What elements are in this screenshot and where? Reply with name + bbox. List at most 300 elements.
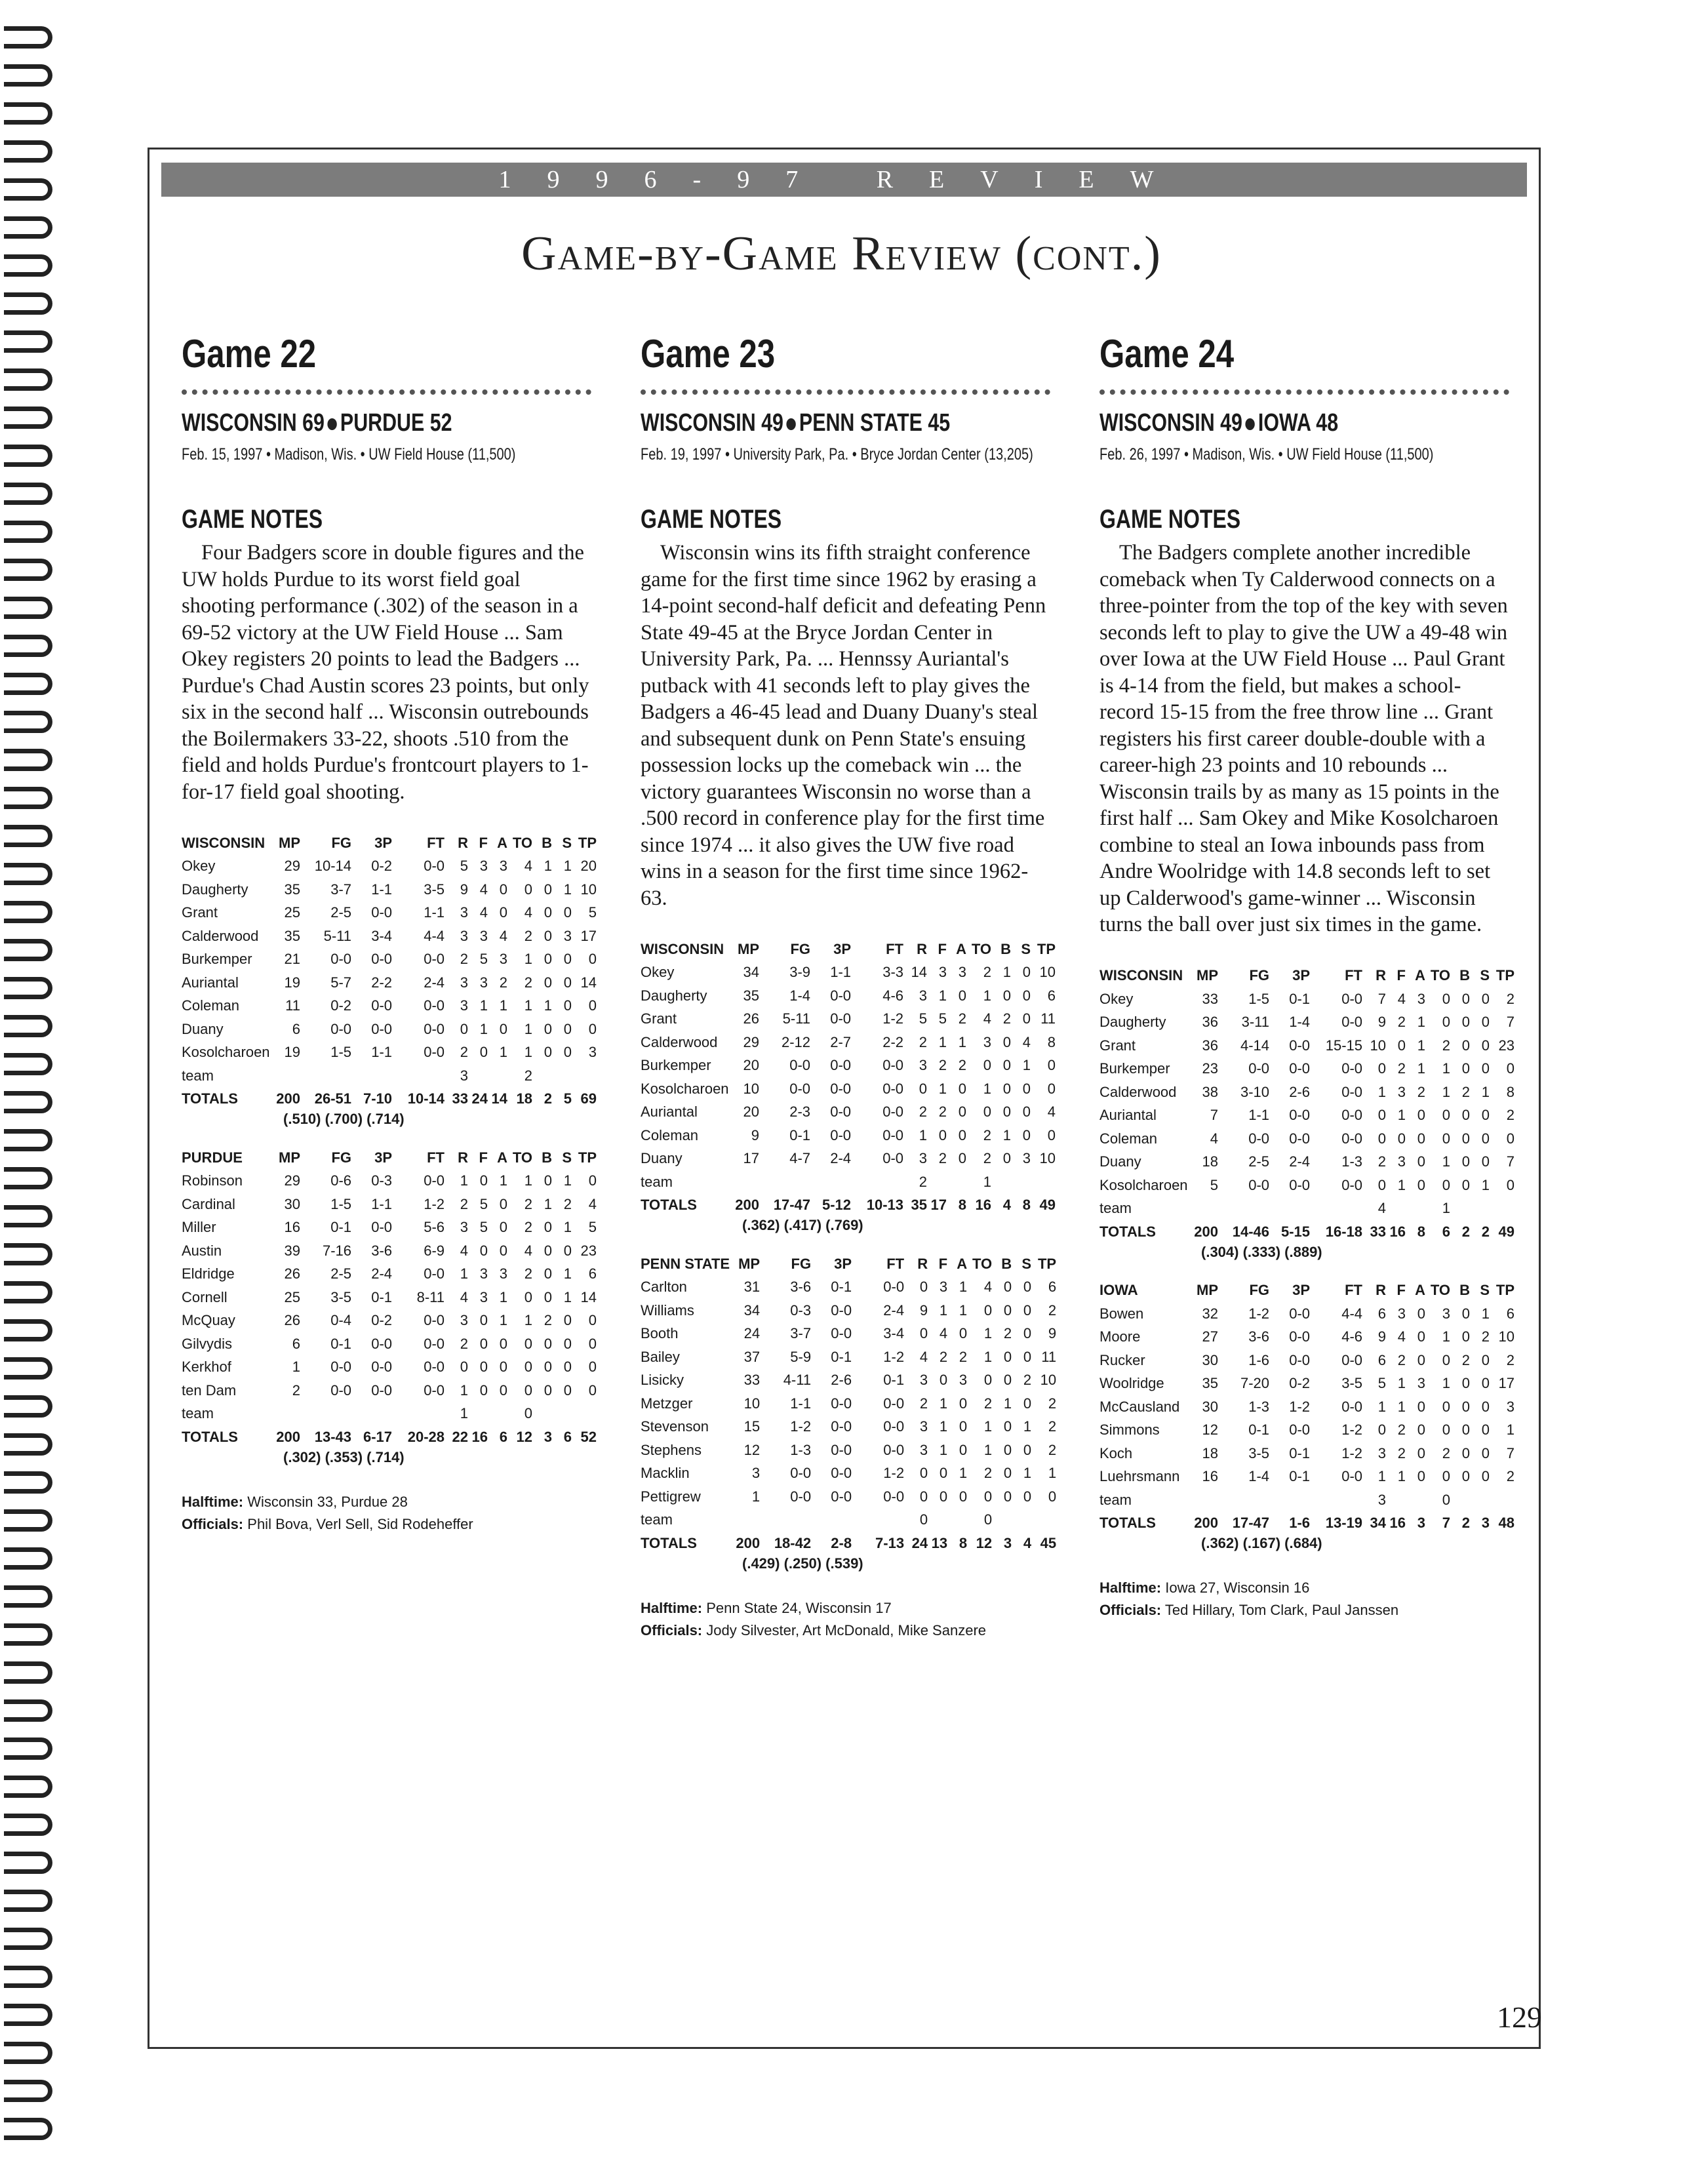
binding-ring	[4, 1357, 52, 1380]
player-name: Daugherty	[1099, 1014, 1166, 1031]
stat-cell: 3	[1417, 1375, 1425, 1392]
bullet-icon	[328, 418, 337, 430]
game-notes-heading: GAME NOTES	[182, 505, 323, 534]
stat-cell: 0	[1417, 1153, 1425, 1170]
stat-cell: 18	[1202, 1153, 1218, 1170]
stat-cell	[991, 1170, 1011, 1194]
stat-cell: 0	[544, 1172, 552, 1189]
stat-cell: 0	[1023, 1301, 1032, 1319]
stat-cell: 2	[1506, 1351, 1515, 1368]
totals-row	[182, 1088, 597, 1111]
stat-cell: 1	[524, 1312, 532, 1329]
stat-cell: 0-0	[1248, 1130, 1269, 1147]
stat-cell: 0	[499, 1219, 507, 1236]
stat-cell: 0-0	[1341, 1176, 1362, 1193]
player-name: Eldridge	[182, 1265, 235, 1282]
stat-cell	[730, 1509, 760, 1532]
stat-cell: 0	[1417, 1176, 1425, 1193]
player-row	[1099, 987, 1515, 1011]
column-header: F	[1396, 1282, 1406, 1299]
stat-cell: 3-4	[883, 1325, 905, 1342]
stat-cell: 18	[1202, 1444, 1218, 1461]
game-score	[1099, 409, 1435, 437]
stat-cell: 0	[1002, 1080, 1011, 1097]
stat-cell: 0-0	[424, 1044, 445, 1061]
stat-cell: 0	[1417, 1130, 1425, 1147]
totals-cell: 10-13	[866, 1197, 903, 1214]
stat-cell: 23	[580, 1242, 597, 1259]
stat-cell: 30	[1202, 1351, 1218, 1368]
stat-cell: 2	[1397, 1444, 1406, 1461]
player-name: McCausland	[1099, 1398, 1180, 1415]
stat-cell: 1	[1002, 1126, 1011, 1143]
stat-cell: 2-12	[781, 1033, 810, 1050]
totals-cell: 49	[1039, 1197, 1056, 1214]
player-row	[182, 1379, 597, 1402]
stat-cell: 17	[743, 1150, 759, 1167]
totals-cell: 2	[544, 1090, 552, 1107]
column-header: FG	[1249, 1282, 1269, 1299]
stat-cell: 0-4	[330, 1312, 351, 1329]
stat-cell	[1310, 1197, 1362, 1221]
stat-cell: 4	[1047, 1103, 1056, 1121]
stat-cell	[760, 1509, 811, 1532]
stat-cell: 1	[1377, 1468, 1386, 1485]
stat-cell: 21	[284, 951, 300, 968]
stat-cell: 1	[751, 1488, 761, 1505]
stat-cell: 0	[1397, 1130, 1406, 1147]
stat-cell: 1	[499, 1172, 507, 1189]
totals-cell: 17	[930, 1197, 947, 1214]
stat-cell: 34	[743, 964, 759, 981]
binding-ring	[4, 102, 52, 125]
stat-cell: 0	[544, 1335, 552, 1352]
stat-cell: 1	[524, 1044, 532, 1061]
stat-cell: 0	[1377, 1060, 1386, 1077]
stat-cell: 19	[284, 1044, 300, 1061]
stat-cell: 0-0	[330, 951, 351, 968]
stat-cell: 1-1	[424, 904, 445, 921]
stat-cell: 0	[1461, 1176, 1470, 1193]
stat-cell: 1	[939, 1395, 948, 1412]
stat-cell: 0	[1481, 1037, 1490, 1054]
stat-cell: 0	[1002, 1150, 1011, 1167]
stat-cell: 0	[479, 1381, 488, 1399]
column-header: FG	[331, 834, 351, 851]
stat-cell: 0	[1461, 1305, 1470, 1322]
stat-cell: 2	[524, 927, 532, 944]
totals-cell: 2	[1461, 1223, 1470, 1240]
game-column-23	[641, 331, 1060, 1642]
stat-cell: 2	[460, 1335, 468, 1352]
stat-cell: 3	[919, 1150, 927, 1167]
binding-ring	[4, 787, 52, 809]
stat-cell: 3-3	[882, 964, 903, 981]
totals-cell: 16	[1389, 1515, 1406, 1532]
player-name: Kerkhof	[182, 1359, 231, 1376]
player-name: Kosolcharoen	[1099, 1176, 1188, 1193]
stat-cell: 3	[959, 1372, 968, 1389]
halftime-label: Halftime:	[1099, 1579, 1162, 1596]
totals-row	[182, 1425, 597, 1449]
stat-cell: 0	[499, 1020, 507, 1037]
stat-cell: 1	[1377, 1083, 1386, 1100]
column-header: 3P	[834, 1255, 852, 1272]
stat-cell: 39	[284, 1242, 300, 1259]
column-header: B	[542, 834, 552, 851]
stat-cell: 0	[588, 1381, 597, 1399]
totals-cell: 13-43	[314, 1428, 351, 1445]
stat-cell: 3	[479, 1288, 488, 1305]
column-header: B	[1459, 1282, 1470, 1299]
stat-cell: 0-0	[831, 1441, 852, 1458]
column-header: TP	[1495, 967, 1515, 984]
column-header: R	[1376, 1282, 1386, 1299]
stat-cell: 10	[743, 1080, 759, 1097]
column-header: A	[957, 1255, 968, 1272]
stat-cell: 26	[284, 1312, 300, 1329]
player-name: Luehrsmann	[1099, 1468, 1180, 1485]
stat-cell: 36	[1202, 1014, 1218, 1031]
score-left: WISCONSIN 49	[641, 409, 783, 437]
stat-cell: 0-0	[1341, 1060, 1362, 1077]
stat-cell	[1031, 1170, 1056, 1194]
column-header: B	[1001, 1255, 1012, 1272]
player-row	[1099, 1395, 1515, 1419]
player-name: Daugherty	[641, 987, 707, 1004]
stat-cell: 1	[1481, 1176, 1490, 1193]
player-row	[641, 1322, 1056, 1346]
totals-row	[1099, 1512, 1515, 1536]
stat-cell: 3	[751, 1465, 761, 1482]
stat-cell: 0	[938, 1126, 947, 1143]
stat-cell: 1	[563, 1219, 572, 1236]
stat-cell: 38	[1202, 1083, 1218, 1100]
column-header: 3P	[1292, 967, 1310, 984]
binding-ring	[4, 1319, 52, 1341]
shooting-percentages: (.510) (.700) (.714)	[283, 1111, 405, 1127]
stat-cell: 0-1	[330, 1335, 351, 1352]
stat-cell: 10-14	[314, 858, 351, 875]
player-row	[1099, 1442, 1515, 1465]
stat-cell: 1	[983, 1441, 993, 1458]
stat-cell: 11	[285, 997, 300, 1014]
stat-cell: 2	[1003, 1325, 1012, 1342]
stat-cell: 0	[958, 1126, 966, 1143]
stat-cell: 29	[284, 858, 300, 875]
player-row	[641, 1101, 1056, 1124]
column-header: R	[917, 940, 927, 957]
stat-cell: 0-1	[831, 1279, 852, 1296]
totals-cell: 200	[735, 1197, 759, 1214]
stat-cell: 0	[1003, 1301, 1012, 1319]
player-row	[1099, 1465, 1515, 1489]
stat-cell: 3	[460, 1067, 468, 1084]
player-name: Duany	[182, 1020, 224, 1037]
stat-cell: 3	[499, 858, 507, 875]
stat-cell: 0	[563, 1359, 572, 1376]
stat-cell: 0-0	[830, 1080, 851, 1097]
column-header: MP	[279, 834, 300, 851]
player-row	[641, 1369, 1056, 1393]
stat-cell: 2	[1506, 1468, 1515, 1485]
stat-cell: 1	[1023, 1418, 1032, 1435]
stat-cell: 1-2	[1289, 1398, 1310, 1415]
stat-cell: 35	[284, 927, 300, 944]
player-name: Gilvydis	[182, 1335, 233, 1352]
stat-cell: 5	[588, 904, 597, 921]
stat-cell: 2	[524, 1195, 532, 1212]
totals-cell: 69	[580, 1090, 597, 1107]
column-header: FG	[791, 1255, 812, 1272]
totals-cell: 14	[491, 1090, 507, 1107]
stat-cell: 1	[1002, 964, 1011, 981]
stat-cell: 0	[1022, 1010, 1031, 1027]
stat-cell: 0-0	[371, 1335, 392, 1352]
stat-cell: 0-0	[830, 1103, 851, 1121]
stat-cell: 2	[1002, 1010, 1011, 1027]
stat-cell: 1	[1003, 1395, 1012, 1412]
stat-cell: 0	[1003, 1279, 1012, 1296]
stat-cell: 0	[1002, 987, 1011, 1004]
stat-cell: 0-0	[424, 997, 445, 1014]
column-header: TO	[1430, 1282, 1450, 1299]
player-row	[1099, 1127, 1515, 1151]
stat-cell: 0	[983, 1511, 993, 1528]
officials-names: Ted Hillary, Tom Clark, Paul Janssen	[1164, 1602, 1399, 1618]
stat-cell: 3	[939, 1279, 948, 1296]
player-row	[1099, 1372, 1515, 1396]
stat-cell: 1	[499, 1044, 507, 1061]
stat-cell: 0-0	[424, 1265, 445, 1282]
stat-cell: 10	[1498, 1328, 1515, 1345]
stat-cell	[1310, 1488, 1362, 1512]
stat-cell: 1	[1442, 1375, 1450, 1392]
player-name: Auriantal	[641, 1103, 698, 1121]
box-score-table	[1099, 964, 1515, 1244]
stat-cell: 5	[588, 1219, 597, 1236]
stat-cell: 4	[460, 1288, 468, 1305]
column-header: S	[1480, 967, 1490, 984]
binding-ring	[4, 2080, 52, 2102]
stat-cell: 0	[1461, 1375, 1470, 1392]
column-header: PENN STATE	[641, 1255, 730, 1272]
stat-cell: 0	[1481, 1375, 1490, 1392]
stat-cell: 0	[1023, 1488, 1032, 1505]
stat-cell: 0-1	[883, 1372, 905, 1389]
column-header: R	[458, 1149, 468, 1166]
stat-cell: 26	[743, 1010, 759, 1027]
stat-cell: 3-5	[424, 881, 445, 898]
player-row	[641, 1008, 1056, 1031]
stat-cell: 1	[938, 1080, 947, 1097]
binding-ring	[4, 1699, 52, 1722]
halftime-score: Wisconsin 33, Purdue 28	[247, 1493, 408, 1510]
officials-line	[641, 1619, 1060, 1642]
player-row	[182, 1239, 597, 1263]
stat-cell	[811, 1509, 852, 1532]
stat-cell	[351, 1064, 392, 1088]
binding-ring	[4, 673, 52, 695]
stat-cell: 3	[919, 1418, 928, 1435]
stat-cell: 0	[1481, 1351, 1490, 1368]
stat-cell: 0	[1003, 1372, 1012, 1389]
stat-cell: 0-0	[371, 1381, 392, 1399]
stat-cell: 36	[1202, 1037, 1218, 1054]
score-right: IOWA 48	[1257, 409, 1339, 437]
stat-cell: 0	[1417, 1421, 1425, 1439]
stat-cell: 2	[983, 1126, 991, 1143]
stat-cell: 0	[1442, 1014, 1450, 1031]
stat-cell: 0-0	[789, 1057, 810, 1074]
binding-ring	[4, 64, 52, 87]
stat-cell: 3	[958, 964, 966, 981]
column-header: 3P	[833, 940, 851, 957]
stat-cell: 0	[1397, 1037, 1406, 1054]
player-row	[182, 1356, 597, 1380]
binding-ring	[4, 1053, 52, 1075]
stat-cell: 0	[1442, 990, 1450, 1007]
stat-cell: 5-11	[323, 927, 351, 944]
totals-cell: TOTALS	[1099, 1223, 1156, 1240]
stat-cell: 1	[939, 1301, 948, 1319]
binding-ring	[4, 1966, 52, 1988]
stat-cell: 0	[1048, 1488, 1057, 1505]
stat-cell: 3	[460, 1219, 468, 1236]
stat-cell: 1	[1048, 1465, 1057, 1482]
stat-cell: 0	[1003, 1465, 1012, 1482]
stat-cell	[532, 1402, 552, 1426]
stat-cell: 1	[563, 1288, 572, 1305]
stat-cell: 2	[959, 1348, 968, 1365]
totals-cell: 6	[1442, 1223, 1450, 1240]
stat-cell: 0	[1377, 1130, 1386, 1147]
shooting-percentages: (.302) (.353) (.714)	[283, 1448, 405, 1465]
player-row	[1099, 1349, 1515, 1372]
stat-cell: 2	[983, 964, 991, 981]
stat-cell: 0-0	[882, 1057, 903, 1074]
game-column-24	[1099, 331, 1519, 1621]
player-row	[1099, 1104, 1515, 1128]
stat-cell: 1-5	[330, 1195, 351, 1212]
stat-cell: 4	[524, 1242, 532, 1259]
stat-cell: 12	[1202, 1421, 1218, 1439]
stat-cell: 0-0	[831, 1395, 852, 1412]
stat-cell: 2	[938, 1150, 947, 1167]
player-row	[1099, 1197, 1515, 1221]
stat-cell: 2	[939, 1348, 948, 1365]
score-right: PENN STATE 45	[799, 409, 951, 437]
stat-cell: 23	[1202, 1060, 1218, 1077]
section-banner: 1996-97 REVIEW	[161, 163, 1527, 197]
player-name: Bailey	[641, 1348, 680, 1365]
stat-cell: 0	[1481, 1060, 1490, 1077]
stat-cell: 4-7	[789, 1150, 810, 1167]
stat-cell: 3	[460, 904, 468, 921]
player-row	[1099, 1326, 1515, 1349]
stat-cell	[1386, 1197, 1406, 1221]
stat-cell: 4	[499, 927, 507, 944]
stat-cell: 3	[1397, 1083, 1406, 1100]
player-name: team	[641, 1511, 673, 1528]
stat-cell: 0	[958, 1150, 966, 1167]
column-header: F	[938, 1255, 948, 1272]
stat-cell: 0-0	[830, 987, 851, 1004]
stat-cell: 0-0	[371, 904, 392, 921]
stat-cell: 2	[1048, 1441, 1057, 1458]
totals-cell: 20-28	[407, 1428, 445, 1445]
stat-cell: 2	[1442, 1444, 1450, 1461]
game-notes-text: Four Badgers score in double figures and the UW holds Purdue to its worst field goal shooting performance (.302) of the season in a 69-52 victory at the UW Field House ... Sam Okey registers 20 points to lead the Badgers ... Purdue's Chad Austin scores 23 points, but only six in the second half ... Wisconsin outrebounds the Boilermakers 33-22, shoots .510 from the field and holds Purdue's frontcourt players to 1-for-17 field goal shooting.	[182, 541, 589, 804]
player-name: Simmons	[1099, 1421, 1160, 1439]
stat-cell: 0-0	[424, 1172, 445, 1189]
stat-cell: 0	[1461, 1153, 1470, 1170]
stat-cell: 0-0	[830, 1010, 851, 1027]
stat-cell: 0	[1506, 1176, 1515, 1193]
binding-ring	[4, 483, 52, 505]
stat-cell: 0-0	[1341, 1398, 1362, 1415]
stat-cell: 1	[983, 1348, 993, 1365]
stat-cell	[1218, 1488, 1269, 1512]
stat-cell: 6	[588, 1265, 597, 1282]
binding-ring	[4, 1281, 52, 1303]
stat-cell: 0	[479, 1172, 488, 1189]
stat-cell: 0	[919, 1511, 928, 1528]
stat-cell: 3	[479, 927, 488, 944]
totals-cell: 17-47	[1232, 1515, 1269, 1532]
stat-cell: 0	[1022, 1080, 1031, 1097]
binding-ring	[4, 1471, 52, 1494]
column-header: B	[542, 1149, 552, 1166]
stat-cell: 0-0	[882, 1080, 903, 1097]
stat-cell: 4	[983, 1010, 991, 1027]
stat-cell: 0	[544, 1265, 552, 1282]
column-header: F	[938, 940, 947, 957]
player-name: Lisicky	[641, 1372, 684, 1389]
stat-cell: 0-0	[1341, 1083, 1362, 1100]
stat-cell: 7	[1210, 1107, 1218, 1124]
stat-cell: 0	[1417, 1398, 1425, 1415]
binding-ring	[4, 1623, 52, 1646]
stat-cell: 4	[1210, 1130, 1218, 1147]
totals-cell: 6	[563, 1428, 572, 1445]
player-name: Burkemper	[641, 1057, 711, 1074]
column-header: TO	[971, 940, 991, 957]
stat-cell: 10	[1040, 1372, 1057, 1389]
officials-label: Officials:	[182, 1515, 244, 1532]
totals-cell: 7	[1442, 1515, 1450, 1532]
stat-cell: 0	[1481, 1398, 1490, 1415]
binding-ring	[4, 825, 52, 847]
stat-cell: 2-6	[831, 1372, 852, 1389]
stat-cell: 4	[919, 1348, 928, 1365]
stat-cell: 0	[524, 1288, 532, 1305]
stat-cell	[852, 1509, 904, 1532]
stat-cell: 0	[499, 1359, 507, 1376]
totals-cell: TOTALS	[641, 1534, 697, 1551]
stat-cell: 2	[919, 1033, 927, 1050]
stat-cell: 9	[919, 1301, 928, 1319]
stat-cell: 0-0	[830, 1057, 851, 1074]
stat-cell: 0-0	[831, 1418, 852, 1435]
column-header: A	[497, 834, 507, 851]
totals-cell: 18	[516, 1090, 532, 1107]
stat-cell	[1470, 1488, 1490, 1512]
stat-cell: 29	[743, 1033, 759, 1050]
stat-cell: 0-1	[1248, 1421, 1269, 1439]
stat-cell: 3-11	[1241, 1014, 1269, 1031]
stat-cell: 3	[983, 1033, 991, 1050]
